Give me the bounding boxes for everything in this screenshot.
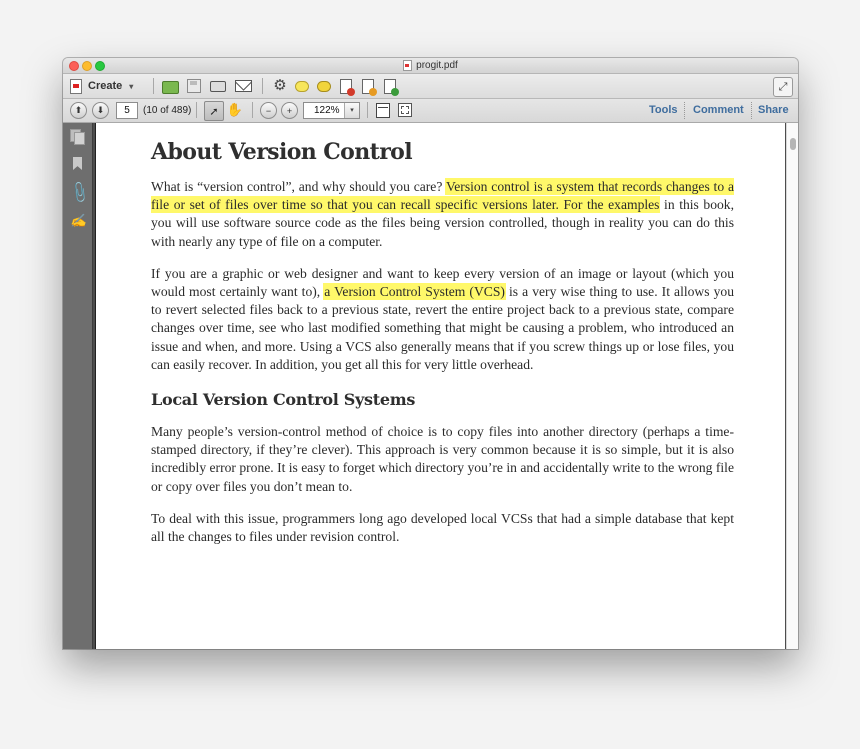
create-label: Create bbox=[88, 80, 123, 92]
navigation-toolbar bbox=[63, 99, 798, 123]
pdf-file-icon bbox=[403, 60, 412, 71]
fit-page-button[interactable] bbox=[374, 101, 392, 119]
attachment-paperclip-icon[interactable]: 📎 bbox=[66, 180, 92, 206]
settings-button[interactable] bbox=[271, 77, 289, 95]
toolbar-separator bbox=[367, 102, 368, 118]
paragraph-1-text-b: in this book, you will use software source code as the files being version controlled, though in reality you can do this with nearly any type of file on a computer. bbox=[151, 197, 734, 249]
vertical-scrollbar[interactable] bbox=[786, 123, 798, 649]
acrobat-window bbox=[63, 58, 798, 649]
navigation-pane bbox=[63, 123, 93, 649]
toolbar-separator bbox=[196, 102, 197, 118]
next-page-button[interactable] bbox=[92, 102, 109, 119]
previous-page-button[interactable] bbox=[70, 102, 87, 119]
window-title-text: progit.pdf bbox=[416, 60, 458, 71]
save-button[interactable] bbox=[185, 77, 203, 95]
save-icon bbox=[187, 79, 201, 93]
stamp-button[interactable] bbox=[337, 77, 355, 95]
paragraph-3: Many people’s version-control method of choice is to copy files into another directory (perhaps a time-stamped directory, if they’re clever). This approach is very common because it is so simple, but it is also incredibly error prone. It is easy to forget which directory you’re in and accidentally write to the wrong file or copy over files you don’t mean to. bbox=[151, 424, 734, 494]
highlight-button[interactable] bbox=[315, 77, 333, 95]
page-count-label: (10 of 489) bbox=[143, 105, 192, 116]
full-screen-icon bbox=[398, 103, 412, 117]
pdf-page[interactable] bbox=[95, 123, 785, 649]
open-button[interactable] bbox=[161, 77, 179, 95]
paragraph-2-text-b: is a very wise thing to use. It allows you to revert selected files back to a previous state, revert the entire project back to a previous state, compare changes over time, see who last modified something that might be causing a problem, who introduced an issue and when, and more. Using a VCS also generally means that if you screw things up or lose files, you can easily recover. In addition, you get all this for very little overhead. bbox=[151, 284, 735, 372]
minus-icon: − bbox=[265, 105, 272, 116]
arrow-up-icon: ⬆ bbox=[74, 105, 83, 115]
export-icon bbox=[362, 79, 374, 94]
share-link[interactable]: Share bbox=[758, 104, 789, 116]
zoom-value: 122% bbox=[314, 105, 340, 116]
stamp-icon bbox=[340, 79, 352, 94]
select-tool-button[interactable] bbox=[204, 101, 224, 121]
page-thumbnails-icon[interactable] bbox=[70, 129, 84, 143]
expand-button[interactable] bbox=[773, 77, 793, 97]
highlight-annotation-2[interactable]: a Version Control System (VCS) bbox=[324, 284, 505, 300]
link-separator bbox=[751, 102, 752, 119]
zoom-out-button[interactable] bbox=[260, 102, 277, 119]
paragraph-1 bbox=[151, 178, 734, 251]
sign-button[interactable] bbox=[381, 77, 399, 95]
main-toolbar bbox=[63, 74, 798, 99]
toolbar-separator bbox=[252, 102, 253, 118]
highlight-annotation-1[interactable]: Version control is a system that records changes to a file or set of files over time so that you can recall specific versions later. For the examples bbox=[151, 179, 734, 213]
page-heading: About Version Control bbox=[151, 139, 413, 165]
page-number-input[interactable]: 5 bbox=[116, 102, 138, 119]
toolbar-separator bbox=[262, 78, 263, 94]
paragraph-2-text-a: If you are a graphic or web designer and want to keep every version of an image or layout (which you would most certainly want to), bbox=[151, 265, 734, 300]
hand-icon: ✋ bbox=[226, 102, 244, 117]
paragraph-4: To deal with this issue, programmers long ago developed local VCSs that had a simple database that kept all the changes to files under revision control. bbox=[151, 510, 734, 545]
create-pdf-icon bbox=[69, 79, 83, 94]
fit-page-icon bbox=[376, 103, 390, 118]
close-window-button[interactable] bbox=[69, 61, 79, 71]
zoom-window-button[interactable] bbox=[95, 61, 105, 71]
chevron-down-icon[interactable]: ▾ bbox=[344, 103, 359, 118]
minimize-window-button[interactable] bbox=[82, 61, 92, 71]
export-button[interactable] bbox=[359, 77, 377, 95]
bookmark-icon[interactable] bbox=[70, 157, 84, 171]
email-button[interactable] bbox=[234, 77, 252, 95]
signature-icon[interactable]: ✍ bbox=[70, 213, 87, 228]
zoom-in-button[interactable] bbox=[281, 102, 298, 119]
toolbar-separator bbox=[153, 78, 154, 94]
tools-link[interactable]: Tools bbox=[649, 104, 678, 116]
chevron-down-icon: ▾ bbox=[129, 81, 134, 91]
create-button[interactable] bbox=[69, 77, 133, 95]
zoom-select[interactable] bbox=[303, 102, 360, 119]
cursor-arrow-icon: ➚ bbox=[209, 105, 219, 118]
print-button[interactable] bbox=[209, 77, 227, 95]
expand-arrows-icon: ⤢ bbox=[778, 80, 788, 93]
comment-icon bbox=[295, 81, 309, 92]
document-viewport bbox=[93, 123, 798, 649]
highlight-comment-icon bbox=[317, 81, 331, 92]
sign-icon bbox=[384, 79, 396, 94]
page-content bbox=[151, 139, 734, 546]
arrow-down-icon: ⬇ bbox=[96, 105, 105, 115]
comment-link[interactable]: Comment bbox=[693, 104, 744, 116]
email-icon bbox=[235, 80, 252, 92]
paragraph-1-text-a: What is “version control”, and why should you care? bbox=[151, 179, 446, 194]
section-subheading: Local Version Control Systems bbox=[151, 390, 416, 410]
window-title bbox=[403, 58, 458, 73]
add-comment-button[interactable] bbox=[293, 77, 311, 95]
hand-tool-button[interactable] bbox=[226, 101, 244, 119]
link-separator bbox=[684, 102, 685, 119]
plus-icon: + bbox=[286, 105, 293, 116]
full-screen-button[interactable] bbox=[396, 101, 414, 119]
title-bar bbox=[63, 58, 798, 74]
print-icon bbox=[210, 81, 226, 92]
paragraph-2 bbox=[151, 265, 734, 374]
gear-icon: ⚙ bbox=[273, 77, 287, 94]
scrollbar-thumb[interactable] bbox=[790, 138, 796, 150]
folder-open-icon bbox=[162, 81, 179, 94]
